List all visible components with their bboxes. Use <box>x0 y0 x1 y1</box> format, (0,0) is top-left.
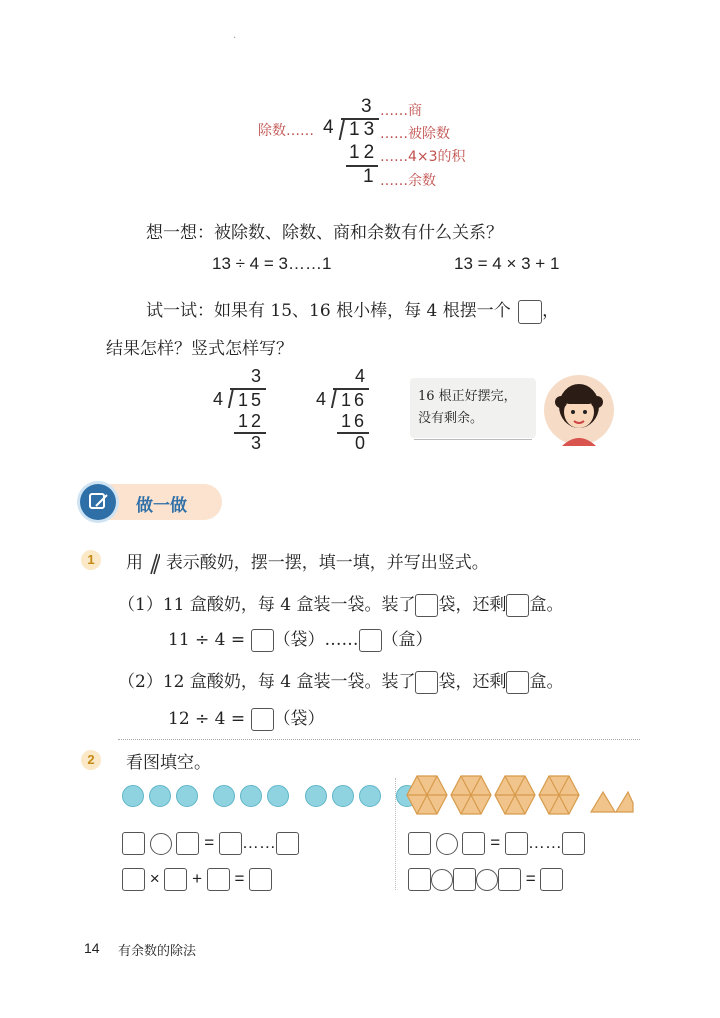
pencil-box-icon <box>80 484 116 520</box>
answer-box[interactable] <box>415 671 438 694</box>
div1-dividend: 15 <box>238 390 265 410</box>
page-top-mark: . <box>233 30 237 41</box>
q1-part2-text-a: （2）12 盒酸奶，每 4 盒装一袋。装了 <box>118 672 416 692</box>
answer-box[interactable] <box>249 868 272 891</box>
div1-divisor: 4 <box>213 389 224 409</box>
operator-circle[interactable] <box>476 869 498 891</box>
answer-box[interactable] <box>251 629 274 652</box>
operator-circle[interactable] <box>431 869 453 891</box>
plus-sign: + <box>192 868 203 888</box>
hexagon-triangle-figure <box>406 775 634 817</box>
girl-avatar-icon <box>540 372 618 448</box>
q1-part1-eq-c: （盒） <box>381 630 433 650</box>
q1-part2-text-b: 袋，还剩 <box>438 672 507 692</box>
try-line-2: 结果怎样？竖式怎样写？ <box>106 339 293 359</box>
hexagon-icon <box>407 776 447 814</box>
square-shape-icon <box>518 300 542 324</box>
circle-icon <box>122 785 144 807</box>
answer-box[interactable] <box>415 594 438 617</box>
remainder-dots: …… <box>241 832 276 852</box>
remainder-dots: …… <box>527 832 562 852</box>
answer-box[interactable] <box>207 868 230 891</box>
div1-product: 12 <box>238 411 265 431</box>
question-number-2: 2 <box>81 750 101 770</box>
dividend-label: ……被除数 <box>380 126 450 142</box>
div2-dividend: 16 <box>341 390 368 410</box>
right-equation-2 <box>408 868 563 891</box>
try-line-1-text: 试一试：如果有 15、16 根小棒，每 4 根摆一个 <box>146 301 511 321</box>
answer-box[interactable] <box>562 832 585 855</box>
circle-icon <box>213 785 235 807</box>
speech-bubble <box>410 378 536 438</box>
q1-part1-eq-a: 11 ÷ 4 = <box>168 630 246 650</box>
q1-part1-text-a: （1）11 盒酸奶，每 4 盒装一袋。装了 <box>118 595 416 615</box>
q1-prompt-post: 表示酸奶，摆一摆，填一填，并写出竖式。 <box>165 553 489 573</box>
triangle-icon <box>591 792 615 812</box>
remainder-label: ……余数 <box>380 173 436 189</box>
think-equation-2: 13 = 4 × 3 + 1 <box>454 254 560 273</box>
left-equation-1 <box>122 832 299 855</box>
vertical-divider <box>395 778 396 890</box>
dividend: 13 <box>349 119 379 140</box>
div1-quotient: 3 <box>251 366 262 386</box>
try-line-1-end: ， <box>542 301 560 321</box>
circle-icon <box>149 785 171 807</box>
answer-box[interactable] <box>540 868 563 891</box>
hexagon-icon <box>495 776 535 814</box>
chapter-title: 有余数的除法 <box>118 944 197 959</box>
answer-box[interactable] <box>122 832 145 855</box>
triangle-icon <box>616 792 633 812</box>
try-line-1 <box>146 296 559 324</box>
q2-prompt: 看图填空。 <box>126 753 211 773</box>
div2-bracket <box>331 388 337 408</box>
circle-group <box>305 786 386 805</box>
divisor: 4 <box>323 117 334 138</box>
equals-sign: = <box>234 868 245 888</box>
answer-box[interactable] <box>219 832 242 855</box>
question-number-1: 1 <box>81 550 101 570</box>
q1-part2-eq-a: 12 ÷ 4 = <box>168 709 246 729</box>
left-equation-2 <box>122 868 272 891</box>
circle-icon <box>305 785 327 807</box>
q1-prompt <box>126 548 489 575</box>
operator-circle[interactable] <box>436 833 458 855</box>
hexagon-icon <box>451 776 491 814</box>
div1-remainder: 3 <box>251 433 262 453</box>
answer-box[interactable] <box>505 832 528 855</box>
circle-group <box>213 786 294 805</box>
div2-product: 16 <box>341 411 368 431</box>
section-title: 做一做 <box>136 496 187 516</box>
divider <box>118 739 640 740</box>
q1-part1-eq-b: （袋）…… <box>273 630 359 650</box>
div2-remainder: 0 <box>355 433 366 453</box>
equals-sign: = <box>490 832 501 852</box>
div1-bracket <box>228 388 234 408</box>
q1-part2 <box>118 667 563 694</box>
circle-group <box>122 786 203 805</box>
circle-icon <box>267 785 289 807</box>
speech-line-2: 没有剩余。 <box>418 411 484 426</box>
answer-box[interactable] <box>498 868 521 891</box>
q1-part1-text-b: 袋，还剩 <box>438 595 507 615</box>
q1-part2-equation <box>168 704 325 731</box>
q1-part1-equation <box>168 625 433 652</box>
quotient-label: ……商 <box>380 103 422 119</box>
div2-divisor: 4 <box>316 389 327 409</box>
answer-box[interactable] <box>164 868 187 891</box>
think-prompt: 想一想：被除数、除数、商和余数有什么关系？ <box>146 223 503 243</box>
remainder: 1 <box>363 166 374 187</box>
circle-icon <box>332 785 354 807</box>
product-label: ……4×3的积 <box>380 149 466 165</box>
answer-box[interactable] <box>506 594 529 617</box>
circle-icon <box>240 785 262 807</box>
q1-prompt-pre: 用 <box>126 553 143 573</box>
answer-box[interactable] <box>506 671 529 694</box>
section-header <box>80 484 222 520</box>
answer-box[interactable] <box>359 629 382 652</box>
times-sign: × <box>149 868 160 888</box>
answer-box[interactable] <box>251 708 274 731</box>
answer-box[interactable] <box>408 832 431 855</box>
circle-icon <box>176 785 198 807</box>
right-equation-1 <box>408 832 585 855</box>
answer-box[interactable] <box>176 832 199 855</box>
answer-box[interactable] <box>408 868 431 891</box>
equals-sign: = <box>204 832 215 852</box>
answer-box[interactable] <box>453 868 476 891</box>
equals-sign: = <box>525 868 536 888</box>
hexagon-icon <box>539 776 579 814</box>
product: 12 <box>349 142 379 163</box>
think-equation-1: 13 ÷ 4 = 3……1 <box>212 254 332 273</box>
operator-circle[interactable] <box>150 833 172 855</box>
division-bracket <box>339 118 345 140</box>
q1-part2-text-c: 盒。 <box>529 672 564 692</box>
speech-line-1: 16 根正好摆完， <box>418 389 517 404</box>
page-number: 14 <box>84 940 100 956</box>
answer-box[interactable] <box>122 868 145 891</box>
div2-quotient: 4 <box>355 366 366 386</box>
yogurt-stick-icon <box>148 553 160 575</box>
q1-part1-text-c: 盒。 <box>529 595 564 615</box>
circle-groups <box>122 785 418 807</box>
divisor-label: 除数…… <box>258 123 314 139</box>
answer-box[interactable] <box>462 832 485 855</box>
div1-subtract-line <box>234 432 266 434</box>
quotient: 3 <box>361 96 372 117</box>
circle-icon <box>359 785 381 807</box>
q1-part2-eq-b: （袋） <box>273 709 325 729</box>
answer-box[interactable] <box>276 832 299 855</box>
q1-part1 <box>118 590 563 617</box>
